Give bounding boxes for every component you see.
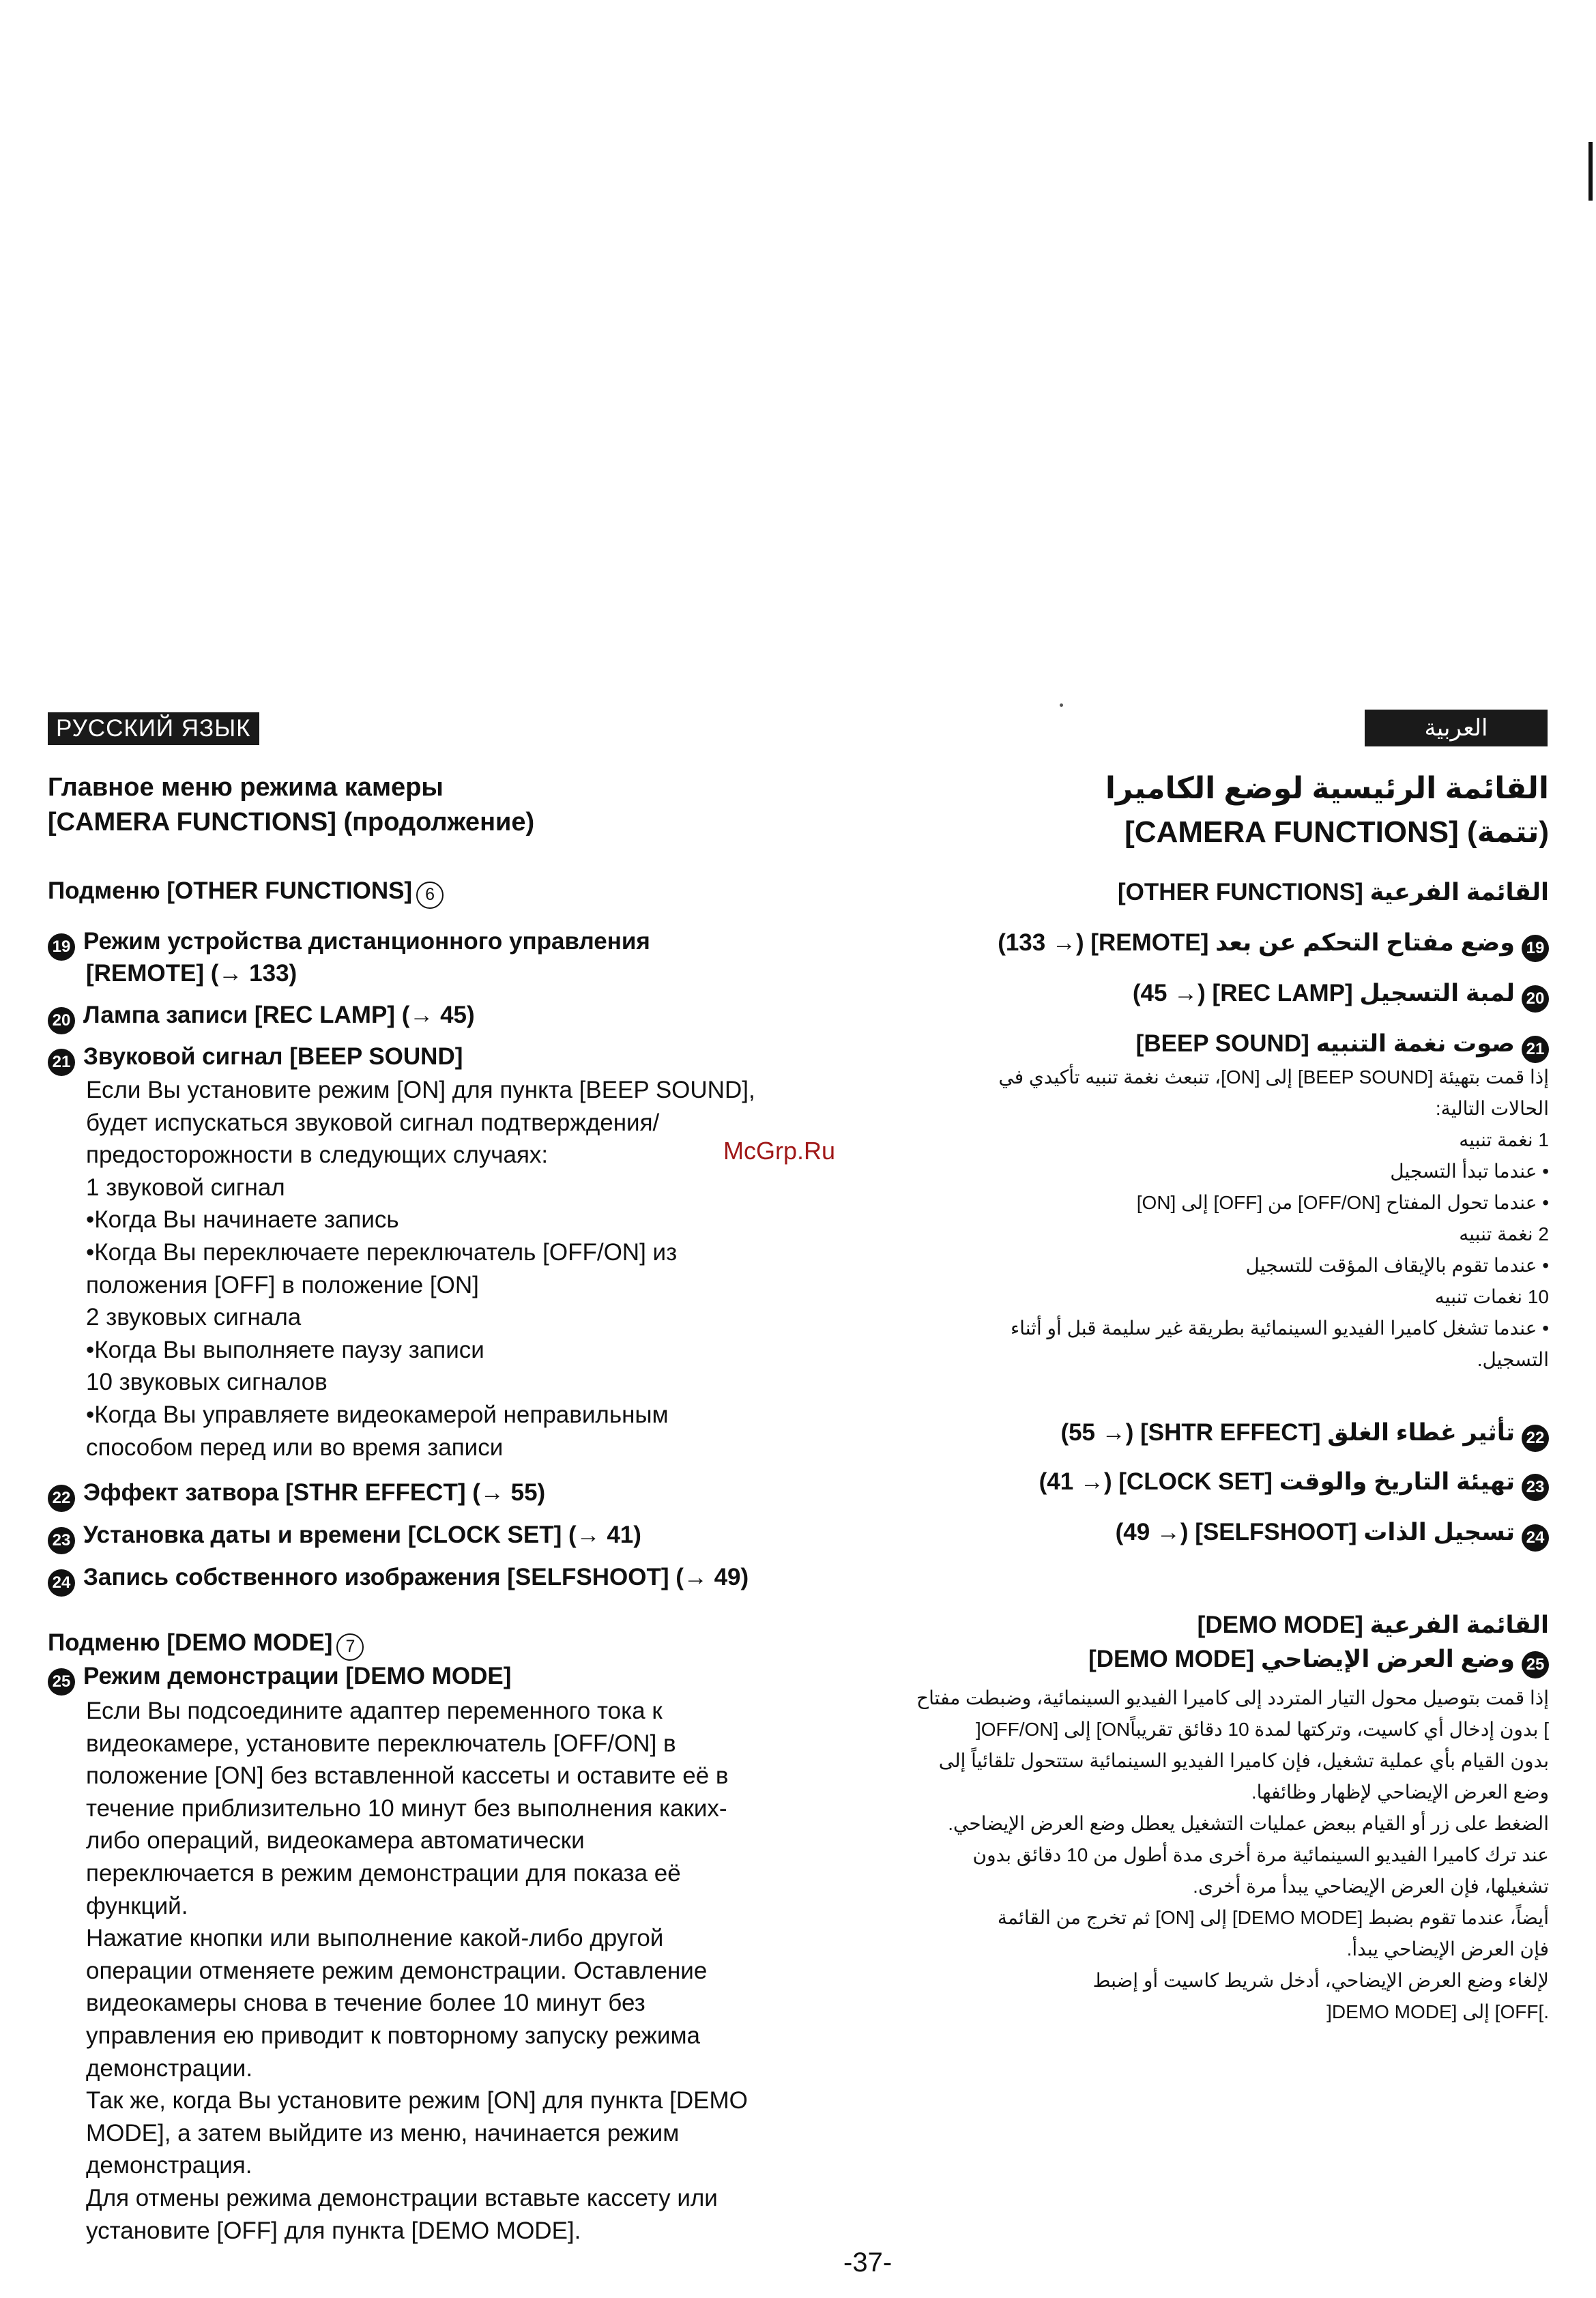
ar-item-19-text: وضع مفتاح التحكم عن بعد [REMOTE] (→ 133) [998,929,1515,956]
ar-item-22-text: تأثير غطاء الغلق [SHTR EFFECT] (→ 55) [1060,1419,1515,1446]
ru-submenu-demo [48,1629,364,1661]
ar-item-25-body: إذا قمت بتوصيل محول التيار المتردد إلى كاميرا الفيديو السينمائية، وضبطت مفتاح [OFF/ON] إلى [ON] بدون إدخال أي كاسيت، وتركتها لمدة 10 دقائق تقريباً بدون القيام بأي عملية تشغيل، فإن كاميرا الفيديو السينمائية ستتحول تلقائياً إلى وضع العرض الإيضاحي لإظهار وظائفها. الضغط على زر أو القيام ببعض عمليات التشغيل يعطل وضع العرض الإيضاحي. عند ترك كاميرا الفيديو السينمائية مرة أخرى مدة أطول من 10 دقائق بدون تشغيلها، فإن العرض الإيضاحي يبدأ مرة أخرى. أيضاً، عندما تقوم بضبط [DEMO MODE] إلى [ON] ثم تخرج من القائمة فإن العرض الإيضاحي يبدأ. لإلغاء وضع العرض الإيضاحي، أدخل شريط كاسيت أو إضبط [DEMO MODE] إلى [OFF]. [916,1687,1549,2022]
item-number-20: 20 [1522,985,1549,1013]
ru-item-25-text: Режим демонстрации [DEMO MODE] [83,1663,512,1689]
ru-item-22 [48,1479,545,1512]
ru-submenu-demo-label: Подменю [DEMO MODE] [48,1629,333,1656]
ru-item-23 [48,1522,641,1554]
ru-item-21-text: Звуковой сигнал [BEEP SOUND] [83,1043,463,1070]
item-number-21: 21 [48,1049,75,1076]
ru-item-25-body: Если Вы подсоедините адаптер переменного тока к видеокамере, установите переключатель [OFF/ON] в положение [ON] без вставленной кассеты и оставите её в течение приблизительно 10 минут без выполнения каких- либо операций, видеокамера автоматически переключается в режим демонстрации для показа её функций. Нажатие кнопки или выполнение какой-либо другой операции отменяете режим демонстрации. Оставление видеокамеры снова в течение более 10 минут без управления ею приводит к повторному запуску режима демонстрации. Так же, когда Вы установите режим [ON] для пункта [DEMO MODE], а затем выйдите из меню, начинается режим демонстрация. Для отмены режима демонстрации вставьте кассету или установите [OFF] для пункта [DEMO MODE]. [86,1698,748,2244]
ar-submenu-demo: القائمة الفرعية [DEMO MODE] [1197,1612,1549,1638]
ru-item-20 [48,1002,475,1034]
item-number-23: 23 [1522,1474,1549,1501]
ar-item-25-text: وضع العرض الإيضاحي [DEMO MODE] [1088,1646,1515,1672]
item-number-19: 19 [48,933,75,961]
item-number-25: 25 [48,1668,75,1696]
ru-submenu-demo-number: 7 [336,1633,364,1661]
page-edge-mark [1588,142,1593,201]
ar-title-line1: القائمة الرئيسية لوضع الكاميرا [1105,772,1549,805]
ru-item-23-text: Установка даты и времени [CLOCK SET] (→ 41) [83,1522,641,1548]
ru-item-24-text: Запись собственного изображения [SELFSHOOT] (→ 49) [83,1564,749,1590]
page-number: -37- [843,2248,893,2278]
item-number-24: 24 [1522,1524,1549,1552]
item-number-19: 19 [1522,935,1549,962]
language-tag-russian: РУССКИЙ ЯЗЫК [48,712,259,745]
ar-item-21-body: إذا قمت بتهيئة [BEEP SOUND] إلى [ON]، تنبعث نغمة تنبيه تأكيدي في الحالات التالية: 1 نغمة تنبيه • عندما تبدأ التسجيل • عندما تحول المفتاح [OFF/ON] من [OFF] إلى [ON] 2 نغمة تنبيه • عندما تقوم بالإيقاف المؤقت للتسجيل 10 نغمات تنبيه • عندما تشغل كاميرا الفيديو السينمائية بطريقة غير سليمة قبل أو أثناء التسجيل. [998,1066,1549,1370]
ar-item-25 [1088,1646,1549,1678]
watermark: McGrp.Ru [723,1137,836,1165]
language-tag-arabic: العربية [1365,710,1548,746]
ru-item-19-line2: [REMOTE] (→ 133) [86,960,298,987]
ru-submenu-other-label: Подменю [OTHER FUNCTIONS] [48,877,413,904]
ru-item-24 [48,1564,749,1597]
item-number-22: 22 [48,1485,75,1512]
item-number-25: 25 [1522,1651,1549,1678]
ru-item-21 [48,1043,463,1076]
ru-item-21-body: Если Вы установите режим [ON] для пункта [BEEP SOUND], будет испускаться звуковой сигнал подтверждения/ предосторожности в следующих случаях: 1 звуковой сигнал •Когда Вы начинаете запись •Когда Вы переключаете переключатель [OFF/ON] из положения [OFF] в положение [ON] 2 звуковых сигнала •Когда Вы выполняете паузу записи 10 звуковых сигналов •Когда Вы управляете видеокамерой неправильным способом перед или во время записи [86,1077,755,1461]
ar-title-line2: [CAMERA FUNCTIONS] (تتمة) [1125,815,1549,849]
ru-submenu-other-number: 6 [416,882,444,909]
ru-item-25 [48,1663,511,1696]
ru-item-20-text: Лампа записи [REC LAMP] (→ 45) [83,1002,475,1028]
ar-item-22 [1060,1419,1549,1452]
ru-item-19-line1: Режим устройства дистанционного управления [83,928,650,955]
item-number-21: 21 [1522,1036,1549,1063]
ar-item-24-text: تسجيل الذات [SELFSHOOT] (→ 49) [1115,1519,1515,1545]
ar-item-20-text: لمبة التسجيل [REC LAMP] (→ 45) [1132,980,1515,1006]
ar-item-20 [1133,980,1549,1013]
ar-item-23-text: تهيئة التاريخ والوقت [CLOCK SET] (→ 41) [1039,1468,1515,1495]
item-number-23: 23 [48,1527,75,1554]
ru-item-19 [48,928,650,961]
ar-item-21 [1136,1030,1549,1063]
arabic-column [887,0,1549,2298]
ar-item-24 [1116,1519,1549,1552]
ar-item-19 [998,929,1549,962]
ru-title-line1: Главное меню режима камеры [48,773,444,802]
ar-item-21-text: صوت نغمة التنبيه [BEEP SOUND] [1135,1030,1515,1057]
ru-title-line2: [CAMERA FUNCTIONS] (продолжение) [48,808,535,837]
ru-submenu-other [48,877,444,909]
ru-item-22-text: Эффект затвора [STHR EFFECT] (→ 55) [83,1479,546,1506]
ar-item-23 [1039,1468,1549,1501]
item-number-24: 24 [48,1569,75,1597]
item-number-20: 20 [48,1007,75,1034]
item-number-22: 22 [1522,1425,1549,1452]
ar-submenu-other: القائمة الفرعية [OTHER FUNCTIONS] [1118,879,1549,905]
